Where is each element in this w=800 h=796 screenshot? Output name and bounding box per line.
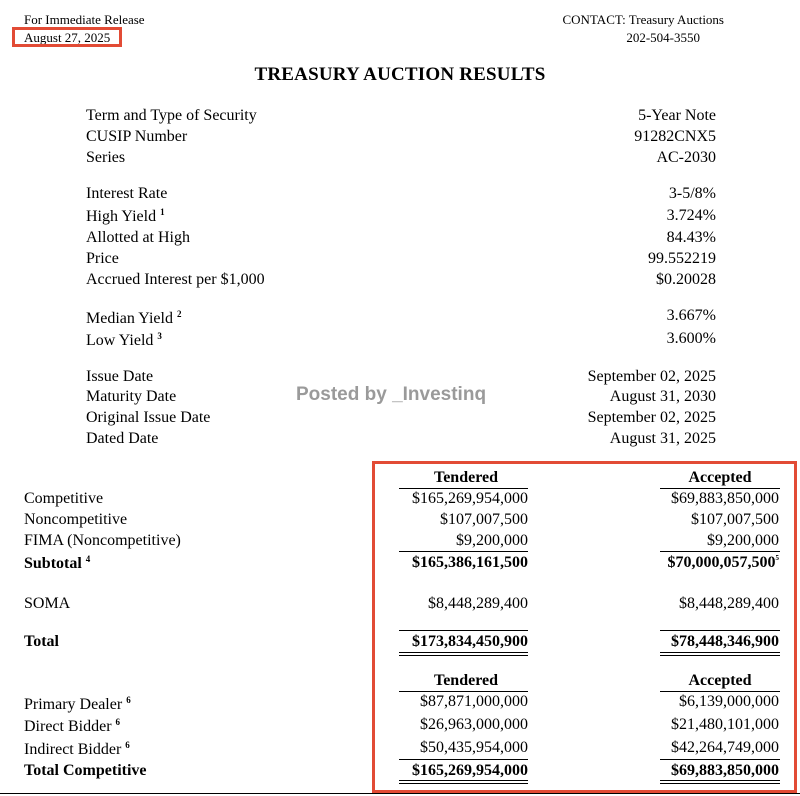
direct-bidder-accepted: $21,480,101,000: [671, 716, 779, 733]
issue-date-label: Issue Date: [86, 368, 154, 385]
total-competitive-tendered-rule: [399, 759, 528, 760]
tendered-header-2: Tendered: [433, 672, 498, 689]
fima-tendered: $9,200,000: [456, 532, 528, 549]
watermark: Posted by _Investinq: [296, 384, 487, 405]
primary-dealer-accepted: $6,139,000,000: [679, 693, 779, 710]
direct-bidder-label: Direct Bidder $^6$: [24, 717, 121, 735]
primary-dealer-label: Primary Dealer $^6$: [24, 695, 131, 713]
total-competitive-label: Total Competitive: [24, 762, 147, 779]
accepted-header-rule: [660, 488, 780, 489]
total-competitive-tendered: $165,269,954,000: [412, 762, 528, 779]
page-title: TREASURY AUCTION RESULTS: [254, 64, 546, 85]
indirect-bidder-label: Indirect Bidder $^6$: [24, 740, 130, 758]
original-issue-date-label: Original Issue Date: [86, 409, 211, 426]
subtotal-label: Subtotal $^4$: [24, 554, 91, 572]
median-yield-label: Median Yield $^2$: [86, 309, 182, 327]
price-label: Price: [86, 250, 119, 267]
low-yield-value: 3.600%: [666, 330, 716, 347]
competitive-label: Competitive: [24, 490, 104, 507]
noncompetitive-label: Noncompetitive: [24, 511, 128, 528]
total-tendered-rule: [399, 630, 528, 631]
cusip-label: CUSIP Number: [86, 128, 188, 145]
noncompetitive-accepted: $107,007,500: [691, 511, 779, 528]
allotted-label: Allotted at High: [86, 229, 190, 246]
accrued-label: Accrued Interest per $1,000: [86, 271, 265, 288]
noncompetitive-tendered: $107,007,500: [440, 511, 528, 528]
soma-accepted: $8,448,289,400: [679, 595, 779, 612]
total-competitive-accepted: $69,883,850,000: [671, 762, 779, 779]
cusip-value: 91282CNX5: [634, 128, 716, 145]
total-accepted-rule: [660, 630, 780, 631]
high-yield-label: High Yield $^1$: [86, 207, 165, 225]
interest-value: 3-5/8%: [668, 185, 716, 202]
release-label: For Immediate Release: [24, 12, 145, 27]
direct-bidder-tendered: $26,963,000,000: [420, 716, 528, 733]
total-tendered-double-rule: [399, 652, 528, 656]
total-tendered: $173,834,450,900: [412, 633, 528, 650]
date-highlight-box: [12, 27, 122, 47]
tendered-header: Tendered: [433, 469, 498, 486]
contact-phone: 202-504-3550: [626, 30, 700, 45]
term-label: Term and Type of Security: [86, 107, 257, 124]
subtotal-tendered-rule: [399, 551, 528, 552]
subtotal-accepted: $70,000,057,500$^5$: [667, 554, 779, 571]
accrued-value: $0.20028: [656, 271, 716, 288]
original-issue-date-value: September 02, 2025: [587, 409, 716, 426]
soma-label: SOMA: [24, 595, 71, 612]
accepted-header: Accepted: [688, 469, 752, 486]
allotted-value: 84.43%: [666, 229, 716, 246]
tendered-header-rule: [399, 488, 528, 489]
subtotal-accepted-rule: [660, 551, 780, 552]
competitive-tendered: $165,269,954,000: [412, 490, 528, 507]
bottom-rule: [0, 793, 800, 794]
release-date: August 27, 2025: [24, 30, 111, 45]
dated-date-label: Dated Date: [86, 430, 159, 447]
total-competitive-accepted-rule: [660, 759, 780, 760]
price-value: 99.552219: [648, 250, 716, 267]
total-label: Total: [24, 633, 59, 650]
high-yield-value: 3.724%: [666, 207, 716, 224]
soma-tendered: $8,448,289,400: [428, 595, 528, 612]
indirect-bidder-tendered: $50,435,954,000: [420, 739, 528, 756]
series-value: AC-2030: [656, 149, 716, 166]
accepted-header-2: Accepted: [688, 672, 752, 689]
maturity-date-label: Maturity Date: [86, 388, 177, 405]
term-value: 5-Year Note: [638, 107, 716, 124]
competitive-accepted: $69,883,850,000: [671, 490, 779, 507]
series-label: Series: [86, 149, 126, 166]
contact-label: CONTACT: Treasury Auctions: [562, 12, 724, 27]
total-competitive-accepted-double-rule: [660, 780, 780, 784]
maturity-date-value: August 31, 2030: [609, 388, 716, 405]
tendered-header-2-rule: [399, 691, 528, 692]
interest-label: Interest Rate: [86, 185, 168, 202]
issue-date-value: September 02, 2025: [587, 368, 716, 385]
indirect-bidder-accepted: $42,264,749,000: [671, 739, 779, 756]
subtotal-tendered: $165,386,161,500: [412, 554, 528, 571]
median-yield-value: 3.667%: [666, 307, 716, 324]
fima-accepted: $9,200,000: [707, 532, 779, 549]
primary-dealer-tendered: $87,871,000,000: [420, 693, 528, 710]
total-competitive-tendered-double-rule: [399, 780, 528, 784]
total-accepted-double-rule: [660, 652, 780, 656]
accepted-header-2-rule: [660, 691, 780, 692]
dated-date-value: August 31, 2025: [609, 430, 716, 447]
low-yield-label: Low Yield $^3$: [86, 331, 162, 349]
fima-label: FIMA (Noncompetitive): [24, 532, 181, 549]
total-accepted: $78,448,346,900: [671, 633, 779, 650]
